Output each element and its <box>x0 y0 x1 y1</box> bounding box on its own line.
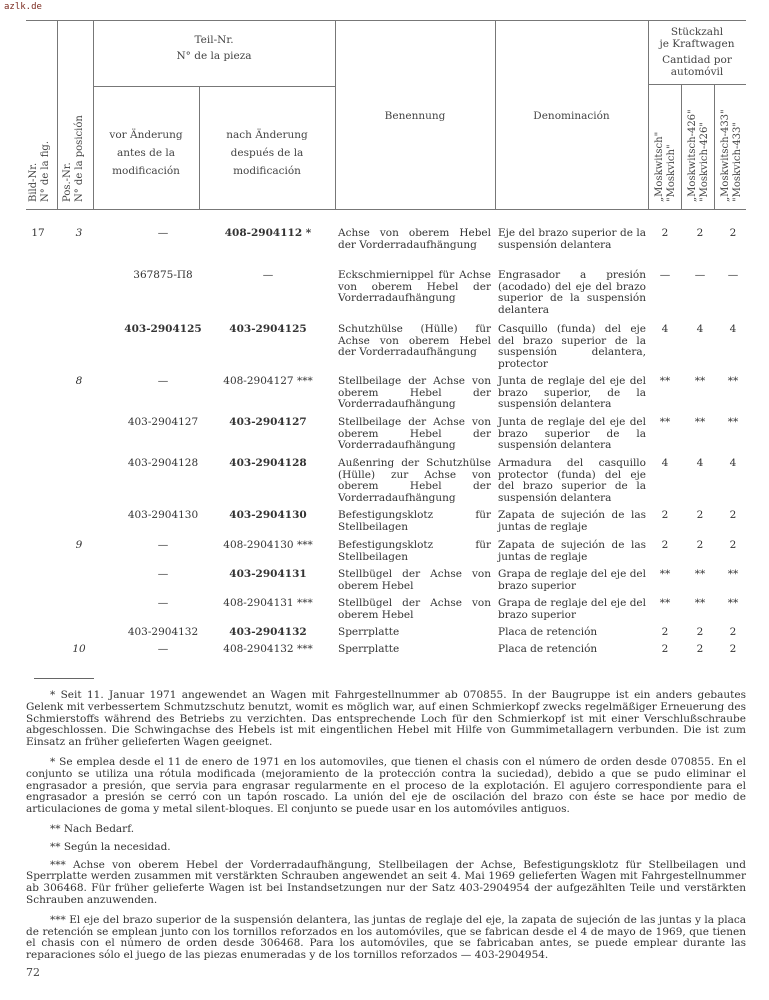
cell-qty: 2 <box>661 643 669 655</box>
footnote-es-3: *** El eje del brazo superior de la suspensión delantera, las juntas de reglaje del eje, la zapata de sujeción de las juntas y la placa de retención se emplean junto con los tornillos reforzados en los automóviles, que se fabrican desde el 4 de mayo de 1969, que tienen el chasis con el número de orden desde 306468. Para los automóviles, que se fabricaban antes, se puede emplear durante las reparaciones sólo el juego de las piezas enumeradas y de los tornillos reforzados — 403-2904954. <box>26 913 746 962</box>
header-model-433: „Moskwitsch-433" "Moskvich-433" <box>720 109 743 202</box>
cell-denominacion: Casquillo (funda) del eje del brazo superior de la suspensión delantera, protector <box>498 323 646 370</box>
header-model-moskvich: „Moskwitsch" "Moskvich" <box>654 131 677 202</box>
cell-qty: ** <box>727 375 739 387</box>
cell-qty: 2 <box>661 227 669 239</box>
cell-qty: ** <box>659 375 671 387</box>
cell-nach: 403-2904130 <box>229 509 307 521</box>
cell-bild: 17 <box>31 227 45 239</box>
header-teil-nr: Teil-Nr. <box>194 34 234 46</box>
table-header <box>26 20 746 210</box>
footnote-de-3: *** Achse von oberem Hebel der Vorderradaufhängung, Stellbeilagen der Achse, Befestigungsklotz für Stellbeilagen und Sperrplatte werden zusammen mit verstärkten Schrauben angewendet an seit 4. Mai 1969 gelieferten Wagen mit Fahrgestellnummer ab 306468. Für früher gelieferte Wagen ist bei Instandsetzungen nur der Satz 403-2904954 der aufgezählten Teile und verstärkten Schrauben anzuwenden. <box>26 858 746 906</box>
cell-qty: 2 <box>729 509 737 521</box>
cell-qty: 2 <box>729 643 737 655</box>
cell-nach: 403-2904127 <box>229 416 307 428</box>
cell-vor: — <box>157 227 169 239</box>
cell-denominacion: Eje del brazo superior de la suspensión delantera <box>498 227 646 251</box>
cell-vor: — <box>157 539 169 551</box>
cell-qty: — <box>659 269 671 281</box>
cell-vor: 367875-П8 <box>133 269 193 281</box>
cell-vor: 403-2904132 <box>127 626 199 638</box>
cell-qty: 2 <box>729 227 737 239</box>
cell-denominacion: Grapa de reglaje del eje del brazo superior <box>498 568 646 592</box>
cell-vor: — <box>157 568 169 580</box>
cell-pos: 8 <box>75 375 83 387</box>
cell-vor: 403-2904128 <box>127 457 199 469</box>
cell-nach: 408-2904127 *** <box>223 375 313 387</box>
header-denominacion: Denominación <box>533 110 610 122</box>
header-divider <box>57 20 58 210</box>
cell-denominacion: Engrasador a presión (acodado) del eje del brazo superior de la suspensión delantera <box>498 269 646 316</box>
cell-qty: ** <box>694 416 706 428</box>
footnote-rule <box>34 678 94 679</box>
footnote-de-1: * Seit 11. Januar 1971 angewendet an Wagen mit Fahrgestellnummer ab 070855. In der Baugruppe ist ein anders gebautes Gelenk mit verbessertem Schmutzschutz benutzt, womit es möglich war, auf einen Schmierkopf zwecks regelmäßiger Erneuerung des Schmierstoffs während des Betriebs zu verzichten. Das entsprechende Loch für den Schmierkopf ist mit einer Verschlußschraube abgeschlossen. Die Schwingachse des Hebels ist mit eingentlichen Hebel mit Hilfe von Gummimetallagern verbunden. Die ist zum Einsatz an früher gelieferten Wagen geeignet. <box>26 689 746 749</box>
cell-denominacion: Armadura del casquillo protector (funda) del eje del brazo superior de la suspensión delantera <box>498 457 646 504</box>
footnote-de-2: ** Nach Bedarf. <box>50 822 135 835</box>
cell-qty: 4 <box>729 323 737 335</box>
cell-qty: ** <box>694 375 706 387</box>
cell-qty: 4 <box>661 323 669 335</box>
cell-qty: — <box>694 269 706 281</box>
cell-nach: 408-2904131 *** <box>223 597 313 609</box>
cell-benennung: Stellbügel der Achse von oberem Hebel <box>338 597 491 621</box>
cell-qty: 2 <box>729 626 737 638</box>
cell-vor: — <box>157 375 169 387</box>
cell-nach: 403-2904131 <box>229 568 307 580</box>
header-divider <box>681 84 682 210</box>
cell-denominacion: Junta de reglaje del eje del brazo superior, de la suspensión delantera <box>498 375 646 410</box>
cell-benennung: Stellbeilage der Achse von oberem Hebel der Vorderradaufhängung <box>338 416 491 451</box>
cell-qty: 2 <box>696 509 704 521</box>
header-nach-aenderung: nach Änderung después de la modificación <box>226 129 308 177</box>
cell-vor: 403-2904130 <box>127 509 199 521</box>
cell-denominacion: Zapata de sujeción de las juntas de reglaje <box>498 539 646 563</box>
cell-vor: 403-2904127 <box>127 416 199 428</box>
page-number: 72 <box>26 966 40 979</box>
header-pos-nr: Pos.-Nr. N° de la posición <box>62 115 85 202</box>
cell-benennung: Befestigungsklotz für Stellbeilagen <box>338 539 491 563</box>
cell-denominacion: Placa de retención <box>498 626 598 638</box>
cell-qty: 4 <box>696 323 704 335</box>
header-bild-nr: Bild-Nr. N° de la fig. <box>28 140 51 202</box>
cell-vor: 403-2904125 <box>124 323 202 335</box>
cell-qty: ** <box>694 568 706 580</box>
cell-qty: 2 <box>696 643 704 655</box>
footnote-es-2: ** Según la necesidad. <box>50 840 171 853</box>
cell-nach: 403-2904128 <box>229 457 307 469</box>
header-benennung: Benennung <box>384 110 446 122</box>
site-watermark: azlk.de <box>4 2 42 12</box>
cell-qty: ** <box>727 568 739 580</box>
cell-benennung: Sperrplatte <box>338 643 400 655</box>
cell-benennung: Achse von oberem Hebel der Vorderradaufhängung <box>338 227 491 251</box>
cell-nach: 408-2904132 *** <box>223 643 313 655</box>
header-pieza-nr: N° de la pieza <box>176 50 252 62</box>
header-divider <box>714 84 715 210</box>
cell-qty: ** <box>659 416 671 428</box>
cell-qty: 2 <box>661 539 669 551</box>
header-cantidad: Cantidad por automóvil <box>662 54 732 78</box>
cell-denominacion: Zapata de sujeción de las juntas de reglaje <box>498 509 646 533</box>
header-model-426: „Moskwitsch-426" "Moskvich-426" <box>687 109 710 202</box>
cell-qty: ** <box>727 597 739 609</box>
cell-qty: 2 <box>661 626 669 638</box>
cell-qty: 2 <box>729 539 737 551</box>
cell-qty: ** <box>659 568 671 580</box>
cell-benennung: Befestigungsklotz für Stellbeilagen <box>338 509 491 533</box>
cell-denominacion: Placa de retención <box>498 643 598 655</box>
header-divider <box>93 20 94 210</box>
cell-pos: 9 <box>75 539 83 551</box>
cell-denominacion: Grapa de reglaje del eje del brazo superior <box>498 597 646 621</box>
cell-benennung: Stellbeilage der Achse von oberem Hebel der Vorderradaufhängung <box>338 375 491 410</box>
cell-qty: 4 <box>729 457 737 469</box>
cell-pos: 3 <box>75 227 83 239</box>
cell-nach: 403-2904125 <box>229 323 307 335</box>
cell-benennung: Eckschmiernippel für Achse von oberem Hebel der Vorderradaufhängung <box>338 269 491 304</box>
cell-qty: 2 <box>696 626 704 638</box>
footnote-es-1: * Se emplea desde el 11 de enero de 1971 en los automoviles, que tienen el chasis con el número de orden desde 070855. En el conjunto se utiliza una rótula modificada (mejoramiento de la protección contra la suciedad), debido a que se pudo eliminar el engrasador a presión, que servia para engrasar regularmente en el proceso de la explotación. El agujero correspondiente para el engrasador a presión se cerró con un tapón roscado. La unión del eje de oscilación del brazo con éste se hace por medio de articulaciones de goma y metal silent-bloques. El conjunto se puede usar en los automóviles antiguos. <box>26 755 746 816</box>
header-divider <box>648 84 746 85</box>
cell-denominacion: Junta de reglaje del eje del brazo superior de la suspensión delantera <box>498 416 646 451</box>
cell-benennung: Stellbügel der Achse von oberem Hebel <box>338 568 491 592</box>
cell-nach: — <box>262 269 274 281</box>
cell-nach: 408-2904130 *** <box>223 539 313 551</box>
cell-qty: ** <box>659 597 671 609</box>
header-top-rule <box>26 20 746 21</box>
cell-qty: 2 <box>661 509 669 521</box>
cell-vor: — <box>157 597 169 609</box>
cell-qty: ** <box>727 416 739 428</box>
cell-qty: — <box>727 269 739 281</box>
cell-qty: 2 <box>696 539 704 551</box>
header-stueckzahl: Stückzahl je Kraftwagen <box>659 26 735 50</box>
cell-benennung: Sperrplatte <box>338 626 400 638</box>
cell-qty: 2 <box>696 227 704 239</box>
cell-benennung: Außenring der Schutzhülse (Hülle) zur Achse von oberem Hebel der Vorderradaufhängung <box>338 457 491 504</box>
footnotes <box>26 690 746 970</box>
cell-pos: 10 <box>72 643 86 655</box>
header-bottom-rule <box>26 209 746 210</box>
cell-qty: ** <box>694 597 706 609</box>
cell-nach: 403-2904132 <box>229 626 307 638</box>
header-vor-aenderung: vor Änderung antes de la modificación <box>109 129 183 177</box>
cell-qty: 4 <box>661 457 669 469</box>
header-divider <box>93 86 335 87</box>
cell-qty: 4 <box>696 457 704 469</box>
cell-vor: — <box>157 643 169 655</box>
cell-benennung: Schutzhülse (Hülle) für Achse von oberem Hebel der Vorderradaufhängung <box>338 323 491 358</box>
cell-nach: 408-2904112 * <box>224 227 312 239</box>
